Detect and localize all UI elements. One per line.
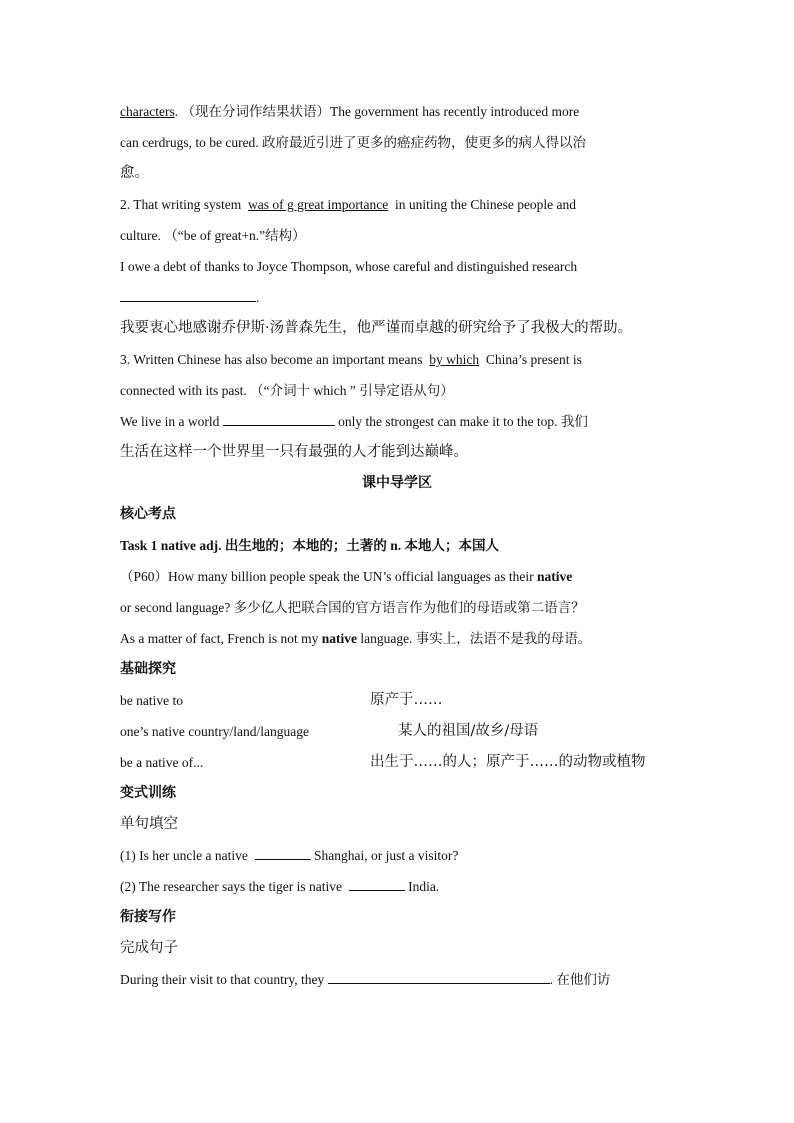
text: Shanghai, or just a visitor? [313, 848, 459, 863]
text: language. 事实上，法语不是我的母语。 [360, 631, 592, 646]
task-example-2 [120, 623, 674, 654]
p2-line-5 [120, 313, 674, 344]
variant-subheading: 单句填空 [120, 816, 178, 832]
text: connected with its past. （“介词十 which ” 引导定语从句） [120, 383, 454, 398]
phrase-row [120, 747, 674, 778]
text: 我要衷心地感谢乔伊斯·汤普森先生，他严谨而卓越的研究给予了我极大的帮助。 [120, 320, 633, 336]
document-page [120, 96, 674, 995]
text: (1) Is her uncle a native [120, 848, 248, 863]
underlined-word: characters [120, 104, 175, 119]
bold-word: native [321, 631, 357, 646]
phrase-cn: 某人的祖国/故乡/母语 [398, 723, 539, 739]
phrase-row [120, 716, 674, 747]
basic-heading: 基础探究 [120, 661, 176, 677]
answer-blank[interactable] [120, 287, 256, 302]
text: 生活在这样一个世界里一只有最强的人才能到达巅峰。 [120, 444, 468, 460]
variant-heading: 变式训练 [120, 785, 176, 801]
p1-line-3 [120, 158, 674, 189]
p2-line-3 [120, 251, 674, 282]
phrase-cn: 原产于…… [370, 692, 443, 708]
answer-blank[interactable] [349, 876, 405, 891]
underlined-phrase: by which [429, 352, 480, 367]
text: India. [408, 879, 440, 894]
text: （P60）How many billion people speak the UN’s official languages as their [120, 569, 534, 584]
question-1 [120, 840, 674, 871]
section-title: 课中导学区 [362, 475, 432, 491]
text: China’s present is [485, 352, 582, 367]
sentence-1 [120, 964, 674, 995]
phrase-cn: 出生于……的人；原产于……的动物或植物 [370, 754, 646, 770]
p1-line-1 [120, 96, 674, 127]
phrase-row [120, 685, 674, 716]
text: or second language? 多少亿人把联合国的官方语言作为他们的母语或第二语言？ [120, 600, 585, 615]
p2-line-2 [120, 220, 674, 251]
text: in uniting the Chinese people and [394, 197, 577, 212]
underlined-phrase: was of g great importance [248, 197, 389, 212]
p3-line-4 [120, 437, 674, 468]
text: can cerdrugs, to be cured. 政府最近引进了更多的癌症药物，使更多的病人得以治 [120, 135, 587, 150]
p3-line-2 [120, 375, 674, 406]
p2-line-1 [120, 189, 674, 220]
link-subheading: 完成句子 [120, 940, 178, 956]
text: only the strongest can make it to the top. 我们 [338, 414, 588, 429]
text: During their visit to that country, they [120, 972, 325, 987]
text: (2) The researcher says the tiger is native [120, 879, 343, 894]
text: As a matter of fact, French is not my [120, 631, 319, 646]
text: . [256, 290, 260, 305]
text: 3. Written Chinese has also become an important means [120, 352, 423, 367]
phrase-en: one’s native country/land/language [120, 724, 309, 739]
answer-blank[interactable] [223, 411, 335, 426]
text: 愈。 [120, 165, 149, 181]
bold-word: native [537, 569, 573, 584]
answer-blank[interactable] [328, 969, 550, 984]
p3-line-1 [120, 344, 674, 375]
task-example-1 [120, 561, 674, 592]
text: We live in a world [120, 414, 220, 429]
text: . 在他们访 [549, 972, 611, 987]
task-example-1-line-2 [120, 592, 674, 623]
answer-blank[interactable] [255, 845, 311, 860]
phrase-en: be a native of... [120, 755, 204, 770]
core-heading: 核心考点 [120, 506, 176, 522]
text: 2. That writing system [120, 197, 242, 212]
p1-line-2 [120, 127, 674, 158]
p3-line-3 [120, 406, 674, 437]
task-title: Task 1 native adj. 出生地的；本地的；土著的 n. 本地人；本国人 [120, 538, 500, 553]
text: I owe a debt of thanks to Joyce Thompson, whose careful and distinguished research [120, 259, 578, 274]
p2-line-4 [120, 282, 674, 313]
question-2 [120, 871, 674, 902]
text: culture. （“be of great+n.”结构） [120, 228, 306, 243]
link-heading: 衔接写作 [120, 909, 176, 925]
phrase-en: be native to [120, 693, 183, 708]
text: . （现在分词作结果状语）The government has recently introduced more [174, 104, 580, 119]
